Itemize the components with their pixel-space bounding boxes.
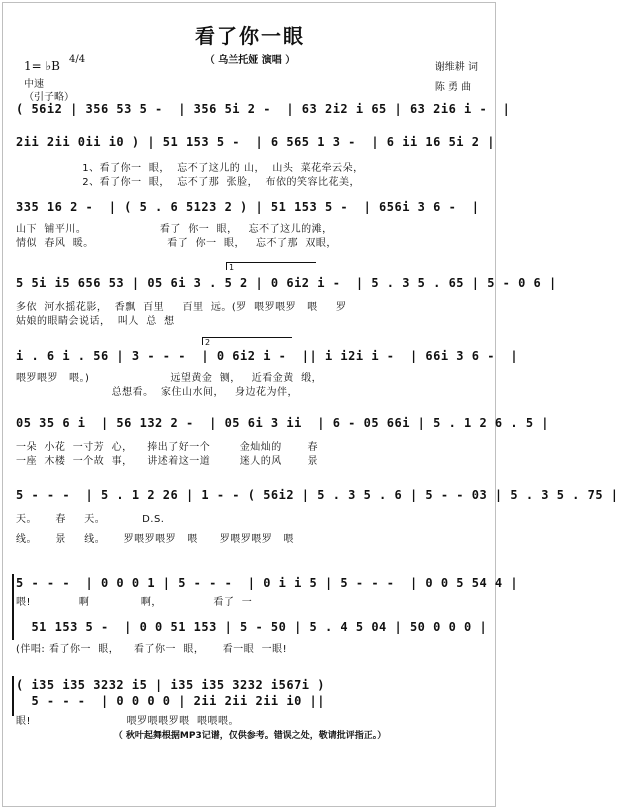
lyric-verse-2: 线。 景 线。 罗喂罗喂罗 喂 罗喂罗喂罗 喂 [16,534,294,545]
song-subtitle: （ 乌兰托娅 演唱 ） [204,55,296,66]
tempo-mark: 中速 [24,79,44,90]
notation-line: 2ii 2ii 0ii i0 ) | 51 153 5 - | 6 565 1 3 - | 6 ii 16 5i 2 | [16,135,495,149]
lyricist: 谢维耕 词 [434,62,478,73]
key-signature: 1= ♭B [24,59,60,73]
time-signature: 4/4 [69,54,86,65]
notation-line-upper: ( i35 i35 3232 i5 | i35 i35 3232 i567i ) [16,678,325,692]
transcription-note: （ 秋叶起舞根据MP3记谱，仅供参考。错误之处，敬请批评指正。） [113,731,387,741]
notation-line: 05 35 6 i | 56 132 2 - | 05 6i 3 ii | 6 - 05 66i | 5 . 1 2 6 . 5 | [16,416,549,430]
lyric-verse-1: 一朵 小花 一寸芳 心， 捧出了好一个 金灿灿的 春 [16,442,318,453]
notation-line-upper: 5 - - - | 0 0 0 1 | 5 - - - | 0 i i 5 | 5 - - - | 0 0 5 54 4 | [16,576,519,590]
volta-2: 2 [202,337,292,345]
notation-line: 5 5i i5 656 53 | 05 6i 3 . 5 2 | 0 6i2 i - | 5 . 3 5 . 65 | 5 - 0 6 | [16,276,557,290]
lyric-verse-1: 山下 铺平川。 看了 你一 眼， 忘不了这儿的滩， [16,224,333,235]
lyric-verse-1: 喂罗喂罗 喂。) 远望黄金 铡， 近看金黄 缎， [16,373,323,384]
notation-line: ( 56i2 | 356 53 5 - | 356 5i 2 - | 63 2i2 i 65 | 63 2i6 i - | [16,102,511,116]
lyric-verse-1: 多依 河水摇花影， 香飘 百里 百里 远。(罗 喂罗喂罗 喂 罗 [16,302,347,313]
notation-line: i . 6 i . 56 | 3 - - - | 0 6i2 i - || i i2i i - | 66i 3 6 - | [16,349,519,363]
song-title: 看了你一眼 [195,24,305,48]
credits [435,58,478,98]
notation-line-lower: 5 - - - | 0 0 0 0 | 2ii 2ii 2ii i0 || [16,694,325,708]
lyric-verse-1: 天。 春 天。 D.S. [16,514,165,525]
lyric-verse-2: 总想看。 家住山水间， 身边花为伴， [16,387,299,398]
composer: 陈 勇 曲 [434,82,472,93]
lyric-lower: (伴唱: 看了你一 眼， 看了你一 眼， 看一眼 一眼! [16,644,288,655]
lyric-verse-2: 情似 春风 暖。 看了 你一 眼， 忘不了那 双眼， [16,238,337,249]
lyric-upper: 喂! 啊 啊， 看了 一 [16,597,253,608]
notation-line: 5 - - - | 5 . 1 2 26 | 1 - - ( 56i2 | 5 . 3 5 . 6 | 5 - - 03 | 5 . 3 5 . 75 | [16,488,619,502]
system-brace [12,574,14,640]
volta-1: 1 [226,262,316,270]
lyric-verse-2: 姑娘的眼睛会说话， 叫人 总 想 [16,316,175,327]
lyric-verse-2: 2、看了你一 眼， 忘不了那 张脸， 布依的笑容比花美， [16,177,361,188]
notation-line-lower: 51 153 5 - | 0 0 51 153 | 5 - 50 | 5 . 4 5 04 | 50 0 0 0 | [16,620,488,634]
lyric-verse-1: 1、看了你一 眼， 忘不了这儿的 山， 山头 菜花牵云朵， [16,163,364,174]
lyric-verse-2: 一座 木楼 一个故 事， 讲述着这一道 迷人的风 景 [16,456,318,467]
lyric-line: 眼! 喂罗喂喂罗喂 喂喂喂。 [16,716,240,727]
notation-line: 335 16 2 - | ( 5 . 6 5123 2 ) | 51 153 5 - | 656i 3 6 - | [16,200,480,214]
intro-note: （引子略） [24,92,74,103]
system-brace [12,676,14,716]
